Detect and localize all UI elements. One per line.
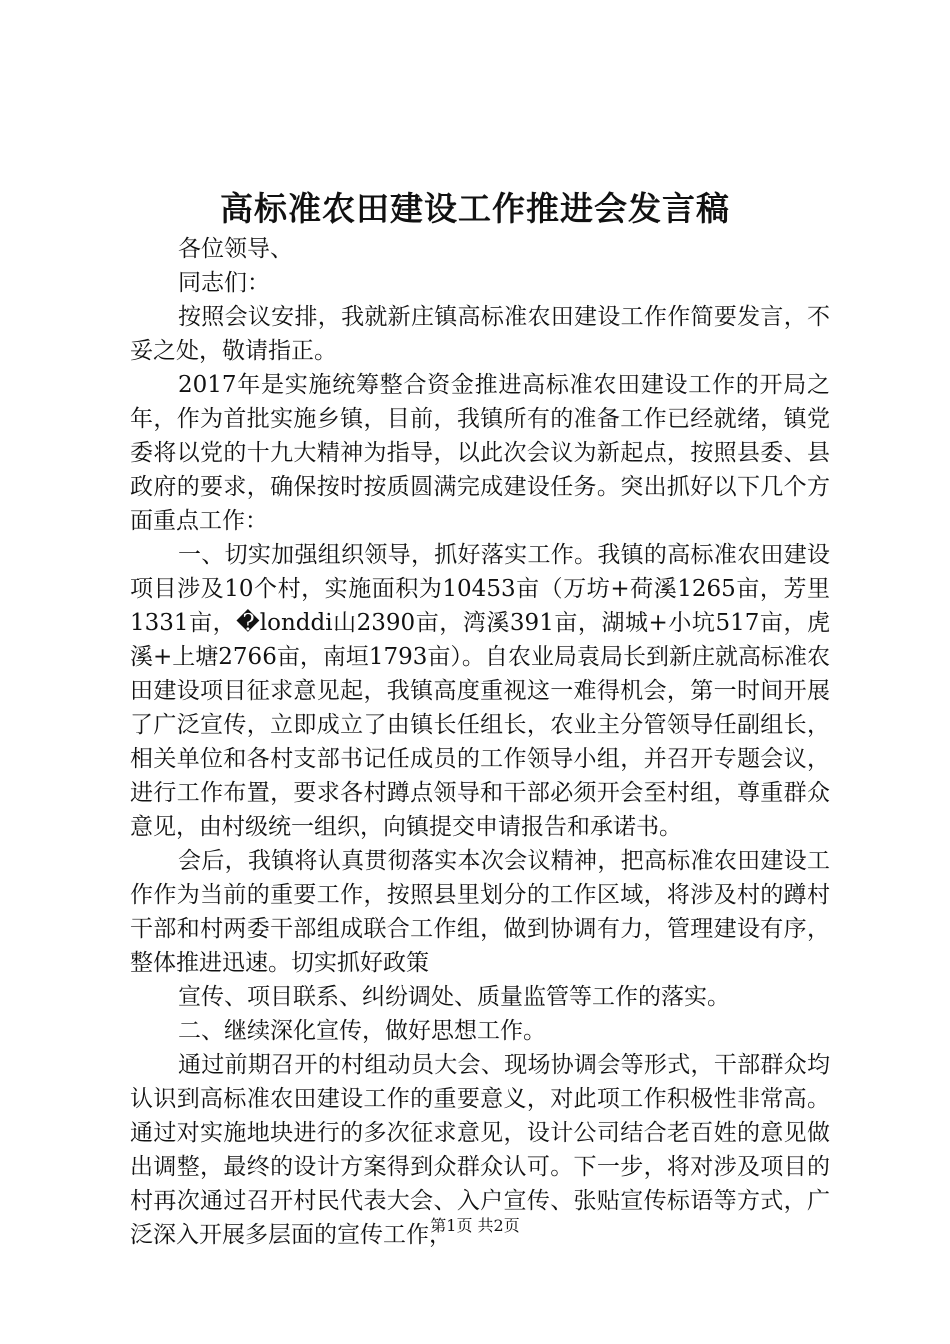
salutation-comrades: 同志们： [178,270,270,296]
paragraph-publicity: 通过前期召开的村组动员大会、现场协调会等形式，干部群众均认识到高标准农田建设工作的重要意义，对此项工作积极性非常高。通过对实施地块进行的多次征求意见，设计公司结合老百姓的意见做出调整，最终的设计方案得到众群众认可。下一步，将对涉及项目的村再次通过召开村民代表大会、入户宣传、张贴宣传标语等方式，广泛深入开展多层面的宣传工作， [130,1052,830,1248]
paragraph-policy-continued: 宣传、项目联系、纠纷调处、质量监管等工作的落实。 [178,984,730,1010]
document-title: 高标准农田建设工作推进会发言稿 [220,189,730,228]
paragraph-section-one: 一、切实加强组织领导，抓好落实工作。我镇的高标准农田建设项目涉及10个村，实施面积为10453亩（万坊+荷溪1265亩，芳里1331亩，�londdi山2390亩，湾溪391亩，湖城+小坑517亩，虎溪+上塘2766亩，南垣1793亩）。自农业局袁局长到新庄就高标准农田建设项目征求意见起，我镇高度重视这一难得机会，第一时间开展了广泛宣传，立即成立了由镇长任组长，农业主分管领导任副组长，相关单位和各村支部书记任成员的工作领导小组，并召开专题会议，进行工作布置，要求各村蹲点领导和干部必须开会至村组，尊重群众意见，由村级统一组织，向镇提交申请报告和承诺书。 [130,542,830,840]
paragraph-after-meeting: 会后，我镇将认真贯彻落实本次会议精神，把高标准农田建设工作作为当前的重要工作，按照县里划分的工作区域，将涉及村的蹲村干部和村两委干部组成联合工作组，做到协调有力，管理建设有序，整体推进迅速。切实抓好政策 [130,848,830,976]
salutation-leaders: 各位领导、 [178,236,293,262]
heading-section-two: 二、继续深化宣传，做好思想工作。 [178,1018,546,1044]
paragraph-intro: 按照会议安排，我就新庄镇高标准农田建设工作作简要发言，不妥之处，敬请指正。 [130,304,830,364]
page-number-footer: 第1页 共2页 [430,1216,520,1235]
document-body [130,232,830,1252]
paragraph-overview: 2017年是实施统筹整合资金推进高标准农田建设工作的开局之年，作为首批实施乡镇，目前，我镇所有的准备工作已经就绪，镇党委将以党的十九大精神为指导，以此次会议为新起点，按照县委、县政府的要求，确保按时按质圆满完成建设任务。突出抓好以下几个方面重点工作： [130,372,830,534]
